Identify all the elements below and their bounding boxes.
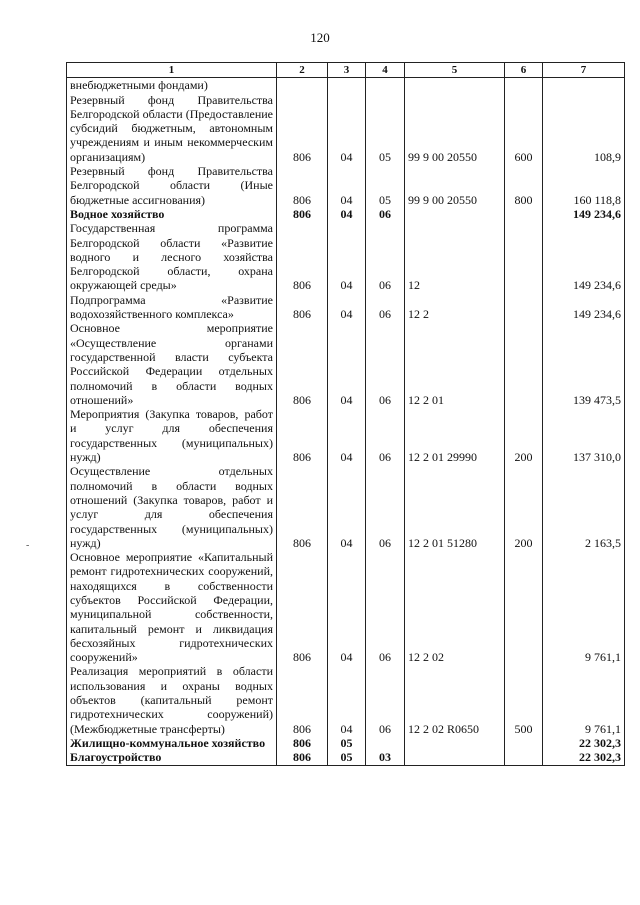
- cell-expense-type: 200: [505, 407, 543, 464]
- cell-subsection: 06: [366, 464, 405, 550]
- column-header: 4: [366, 63, 405, 78]
- column-header: 2: [277, 63, 328, 78]
- cell-subsection: 06: [366, 207, 405, 221]
- cell-target-article: 12 2 01 29990: [405, 407, 505, 464]
- page-number: 120: [310, 30, 330, 45]
- cell-target-article: 12: [405, 221, 505, 292]
- cell-expense-type: [505, 736, 543, 750]
- cell-ministry: 806: [277, 664, 328, 735]
- table-row: [67, 221, 625, 292]
- cell-name: Резервный фонд Правительства Белгородской области (Предоставление субсидий бюджетным, автономным учреждениям и иным некоммерческим организациям): [67, 93, 277, 164]
- cell-subsection: 06: [366, 407, 405, 464]
- cell-name: Реализация мероприятий в области использования и охраны водных объектов (капитальный ремонт гидротехнических сооружений) (Межбюджетные трансферты): [67, 664, 277, 735]
- cell-section: 04: [328, 321, 366, 407]
- cell-ministry: 806: [277, 164, 328, 207]
- cell-name: Основное мероприятие «Осуществление органами государственной власти субъекта Российской Федерации отдельных полномочий в области водных отношений»: [67, 321, 277, 407]
- cell-expense-type: 500: [505, 664, 543, 735]
- cell-expense-type: [505, 207, 543, 221]
- table-row: [67, 464, 625, 550]
- cell-name: Государственная программа Белгородской области «Развитие водного и лесного хозяйства Белгородской области, охрана окружающей среды»: [67, 221, 277, 292]
- cell-amount: 9 761,1: [543, 550, 625, 664]
- cell-target-article: 12 2 02: [405, 550, 505, 664]
- table-row: [67, 550, 625, 664]
- table-row: [67, 664, 625, 735]
- column-header: 6: [505, 63, 543, 78]
- cell-target-article: 99 9 00 20550: [405, 93, 505, 164]
- column-header: 5: [405, 63, 505, 78]
- cell-subsection: 06: [366, 550, 405, 664]
- cell-expense-type: 600: [505, 93, 543, 164]
- cell-subsection: 05: [366, 93, 405, 164]
- cell-amount: 22 302,3: [543, 736, 625, 750]
- column-header: 3: [328, 63, 366, 78]
- cell-expense-type: [505, 221, 543, 292]
- cell-subsection: 03: [366, 750, 405, 765]
- cell-section: 05: [328, 750, 366, 765]
- cell-expense-type: 800: [505, 164, 543, 207]
- cell-section: 04: [328, 93, 366, 164]
- cell-ministry: 806: [277, 750, 328, 765]
- cell-subsection: 06: [366, 293, 405, 322]
- cell-ministry: 806: [277, 550, 328, 664]
- cell-section: 04: [328, 293, 366, 322]
- budget-table: [66, 62, 625, 766]
- cell-ministry: [277, 78, 328, 93]
- cell-ministry: 806: [277, 93, 328, 164]
- cell-section: 04: [328, 207, 366, 221]
- margin-dash: -: [26, 540, 30, 551]
- cell-expense-type: [505, 321, 543, 407]
- cell-target-article: [405, 207, 505, 221]
- cell-section: [328, 78, 366, 93]
- cell-subsection: 06: [366, 664, 405, 735]
- cell-subsection: 06: [366, 221, 405, 292]
- cell-target-article: [405, 736, 505, 750]
- cell-section: 04: [328, 221, 366, 292]
- cell-target-article: [405, 78, 505, 93]
- cell-expense-type: [505, 750, 543, 765]
- cell-name: Основное мероприятие «Капитальный ремонт гидротехнических сооружений, находящихся в собственности субъектов Российской Федерации, муниципальной собственности, капитальный ремонт и ликвидация бесхозяйных гидротехнических сооружений»: [67, 550, 277, 664]
- cell-section: 05: [328, 736, 366, 750]
- cell-name: Резервный фонд Правительства Белгородской области (Иные бюджетные ассигнования): [67, 164, 277, 207]
- cell-amount: 139 473,5: [543, 321, 625, 407]
- cell-name: Подпрограмма «Развитие водохозяйственного комплекса»: [67, 293, 277, 322]
- cell-section: 04: [328, 550, 366, 664]
- column-header: 1: [67, 63, 277, 78]
- cell-amount: 22 302,3: [543, 750, 625, 765]
- cell-amount: 137 310,0: [543, 407, 625, 464]
- table-row: [67, 78, 625, 93]
- cell-amount: 160 118,8: [543, 164, 625, 207]
- cell-amount: 149 234,6: [543, 221, 625, 292]
- table-row: [67, 321, 625, 407]
- cell-section: 04: [328, 164, 366, 207]
- cell-target-article: 12 2 01: [405, 321, 505, 407]
- cell-amount: 2 163,5: [543, 464, 625, 550]
- cell-subsection: 05: [366, 164, 405, 207]
- cell-ministry: 806: [277, 407, 328, 464]
- cell-expense-type: [505, 550, 543, 664]
- cell-name: Мероприятия (Закупка товаров, работ и услуг для обеспечения государственных (муниципальных) нужд): [67, 407, 277, 464]
- cell-name: Благоустройство: [67, 750, 277, 765]
- column-header: 7: [543, 63, 625, 78]
- cell-target-article: 12 2 02 R0650: [405, 664, 505, 735]
- cell-subsection: [366, 78, 405, 93]
- cell-target-article: [405, 750, 505, 765]
- table-row: [67, 407, 625, 464]
- cell-target-article: 99 9 00 20550: [405, 164, 505, 207]
- cell-expense-type: 200: [505, 464, 543, 550]
- cell-ministry: 806: [277, 464, 328, 550]
- table-row: [67, 93, 625, 164]
- cell-amount: 9 761,1: [543, 664, 625, 735]
- cell-subsection: 06: [366, 321, 405, 407]
- cell-ministry: 806: [277, 207, 328, 221]
- table-header-row: [67, 63, 625, 78]
- cell-amount: 149 234,6: [543, 293, 625, 322]
- cell-amount: 149 234,6: [543, 207, 625, 221]
- cell-section: 04: [328, 407, 366, 464]
- table-row: [67, 736, 625, 750]
- cell-amount: [543, 78, 625, 93]
- cell-target-article: 12 2 01 51280: [405, 464, 505, 550]
- table-row: [67, 207, 625, 221]
- cell-ministry: 806: [277, 736, 328, 750]
- cell-ministry: 806: [277, 293, 328, 322]
- cell-section: 04: [328, 464, 366, 550]
- cell-name: Водное хозяйство: [67, 207, 277, 221]
- cell-target-article: 12 2: [405, 293, 505, 322]
- cell-section: 04: [328, 664, 366, 735]
- table-row: [67, 750, 625, 765]
- cell-name: Осуществление отдельных полномочий в области водных отношений (Закупка товаров, работ и услуг для обеспечения государственных (муниципальных) нужд): [67, 464, 277, 550]
- cell-ministry: 806: [277, 221, 328, 292]
- table-row: [67, 293, 625, 322]
- cell-name: внебюджетными фондами): [67, 78, 277, 93]
- cell-expense-type: [505, 293, 543, 322]
- table-row: [67, 164, 625, 207]
- cell-amount: 108,9: [543, 93, 625, 164]
- cell-subsection: [366, 736, 405, 750]
- cell-ministry: 806: [277, 321, 328, 407]
- cell-name: Жилищно-коммунальное хозяйство: [67, 736, 277, 750]
- cell-expense-type: [505, 78, 543, 93]
